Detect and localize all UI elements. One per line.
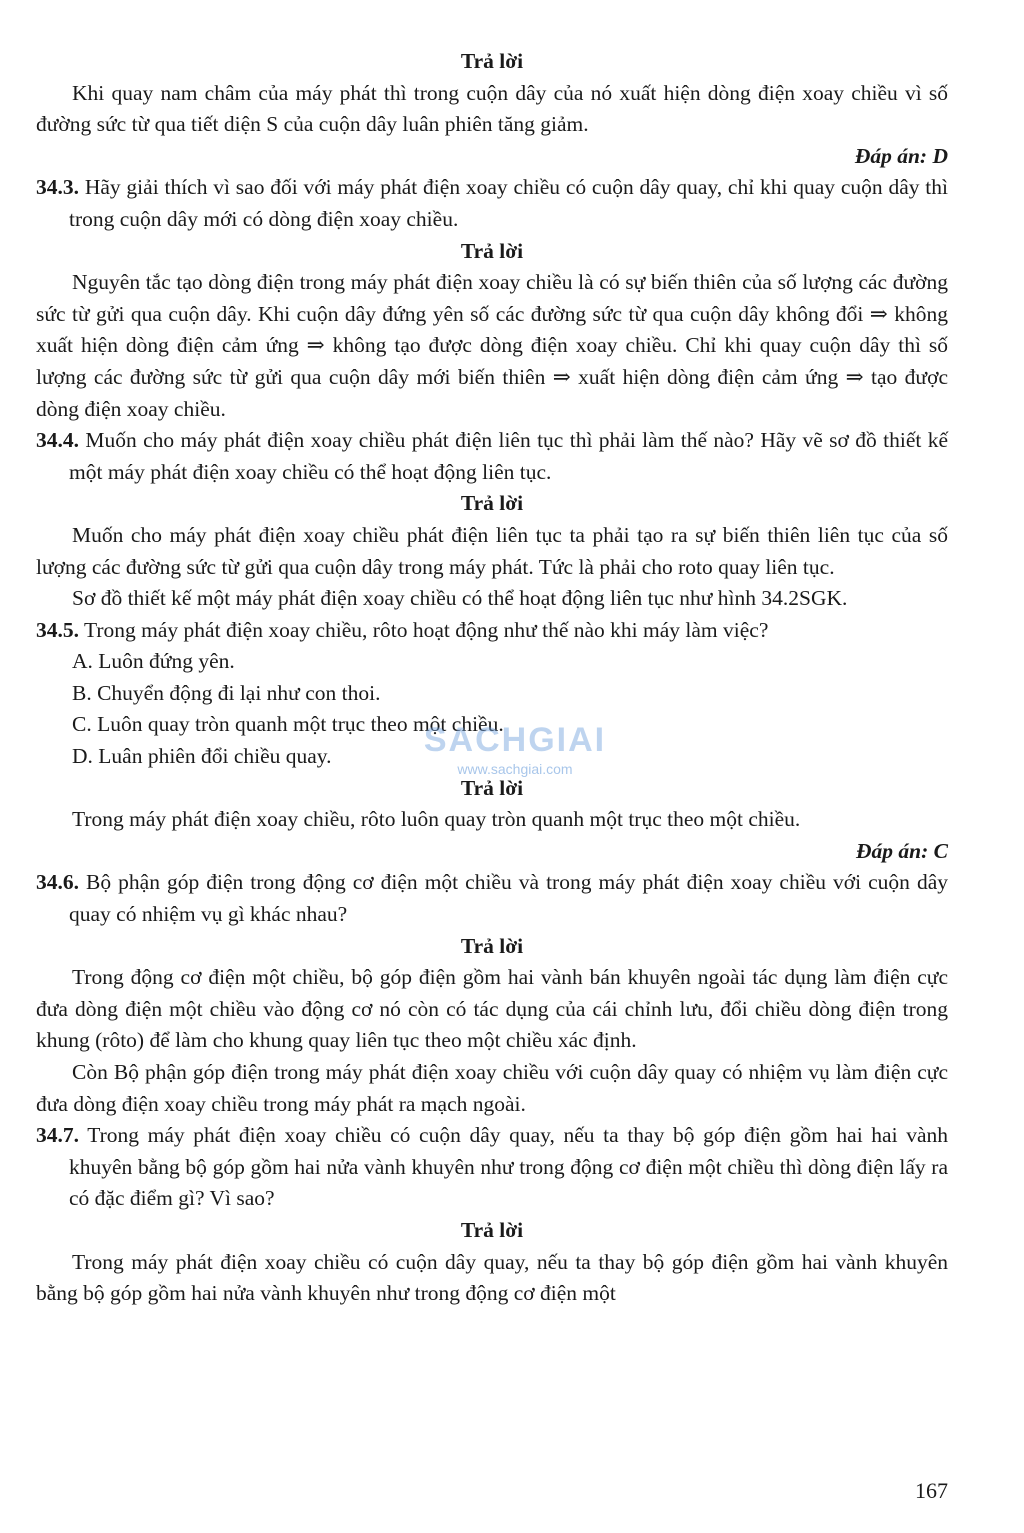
question — [36, 425, 948, 488]
question — [36, 867, 948, 930]
paragraph: Muốn cho máy phát điện xoay chiều phát điện liên tục ta phải tạo ra sự biến thiên liên tục của số lượng các đường sức từ gửi qua cuộn dây trong máy phát. Tức là phải cho roto quay liên tục. — [36, 522, 948, 579]
question-text: Hãy giải thích vì sao đối với máy phát điện xoay chiều có cuộn dây quay, chỉ khi quay cuộn dây thì trong cuộn dây mới có dòng điện xoay chiều. — [69, 175, 948, 231]
paragraph: Trong máy phát điện xoay chiều, rôto luôn quay tròn quanh một trục theo một chiều. — [72, 807, 801, 832]
question-number: 34.5. — [36, 617, 79, 642]
question — [36, 172, 948, 235]
paragraph: Còn Bộ phận góp điện trong máy phát điện xoay chiều với cuộn dây quay có nhiệm vụ làm điện cực đưa dòng điện xoay chiều trong máy phát ra mạch ngoài. — [36, 1060, 948, 1116]
question-text: Trong máy phát điện xoay chiều có cuộn dây quay, nếu ta thay bộ góp điện gồm hai hai vành khuyên bằng bộ góp gồm hai nửa vành khuyên như trong động cơ điện một chiều thì dòng điện lấy ra có đặc điểm gì? Vì sao? — [69, 1123, 948, 1211]
watermark-url: www.sachgiai.com — [457, 761, 573, 777]
question-number: 34.6. — [36, 870, 79, 895]
question-number: 34.7. — [36, 1123, 79, 1148]
watermark-logo: SACHGIAI — [423, 721, 607, 759]
section-heading: Trả lời — [460, 775, 524, 800]
section-heading: Trả lời — [460, 933, 524, 958]
section-heading: Trả lời — [460, 1217, 524, 1242]
question — [36, 1120, 948, 1215]
answer-option: A. Luôn đứng yên. — [72, 649, 235, 674]
question-number: 34.3. — [36, 175, 79, 200]
answer-option: C. Luôn quay tròn quanh một trục theo một chiều. — [72, 712, 504, 737]
section-heading: Trả lời — [460, 491, 524, 516]
page-content — [36, 46, 948, 1310]
paragraph: Khi quay nam châm của máy phát thì trong cuộn dây của nó xuất hiện dòng điện xoay chiều vì số đường sức từ qua tiết diện S của cuộn dây luân phiên tăng giảm. — [36, 80, 948, 137]
answer-key: Đáp án: D — [854, 143, 948, 168]
question-number: 34.4. — [36, 428, 79, 453]
paragraph: Sơ đồ thiết kế một máy phát điện xoay chiều có thể hoạt động liên tục như hình 34.2SGK. — [72, 586, 848, 611]
answer-option: D. Luân phiên đổi chiều quay. — [72, 744, 332, 769]
answer-option: B. Chuyển động đi lại như con thoi. — [72, 680, 381, 705]
section-heading: Trả lời — [460, 49, 524, 73]
page-number: 167 — [915, 1478, 948, 1503]
question — [36, 615, 948, 647]
paragraph: Trong máy phát điện xoay chiều có cuộn dây quay, nếu ta thay bộ góp điện gồm hai vành khuyên bằng bộ góp gồm hai nửa vành khuyên như trong động cơ điện một — [36, 1249, 948, 1306]
section-heading: Trả lời — [460, 238, 524, 263]
paragraph: Nguyên tắc tạo dòng điện trong máy phát điện xoay chiều là có sự biến thiên của số lượng các đường sức từ gửi qua cuộn dây. Khi cuộn dây đứng yên số các đường sức từ qua cuộn dây không đổi ⇒ không xuất hiện dòng điện cảm ứng ⇒ không tạo được dòng điện xoay chiều. Chỉ khi quay cuộn dây thì số lượng các đường sức từ gửi qua cuộn dây mới biến thiên ⇒ xuất hiện dòng điện cảm ứng ⇒ tạo được dòng điện xoay chiều. — [36, 270, 948, 421]
question-text: Trong máy phát điện xoay chiều, rôto hoạt động như thế nào khi máy làm việc? — [84, 617, 769, 642]
question-text: Bộ phận góp điện trong động cơ điện một chiều và trong máy phát điện xoay chiều với cuộn dây quay có nhiệm vụ gì khác nhau? — [69, 870, 948, 927]
paragraph: Trong động cơ điện một chiều, bộ góp điện gồm hai vành bán khuyên ngoài tác dụng làm điện cực đưa dòng điện một chiều vào động cơ nó còn có tác dụng của cái chỉnh lưu, đổi chiều dòng điện trong khung (rôto) để làm cho khung quay liên tục theo một chiều xác định. — [36, 965, 948, 1053]
question-text: Muốn cho máy phát điện xoay chiều phát điện liên tục thì phải làm thế nào? Hãy vẽ sơ đồ thiết kế một máy phát điện xoay chiều có thể hoạt động liên tục. — [69, 428, 949, 484]
answer-key: Đáp án: C — [856, 838, 948, 863]
